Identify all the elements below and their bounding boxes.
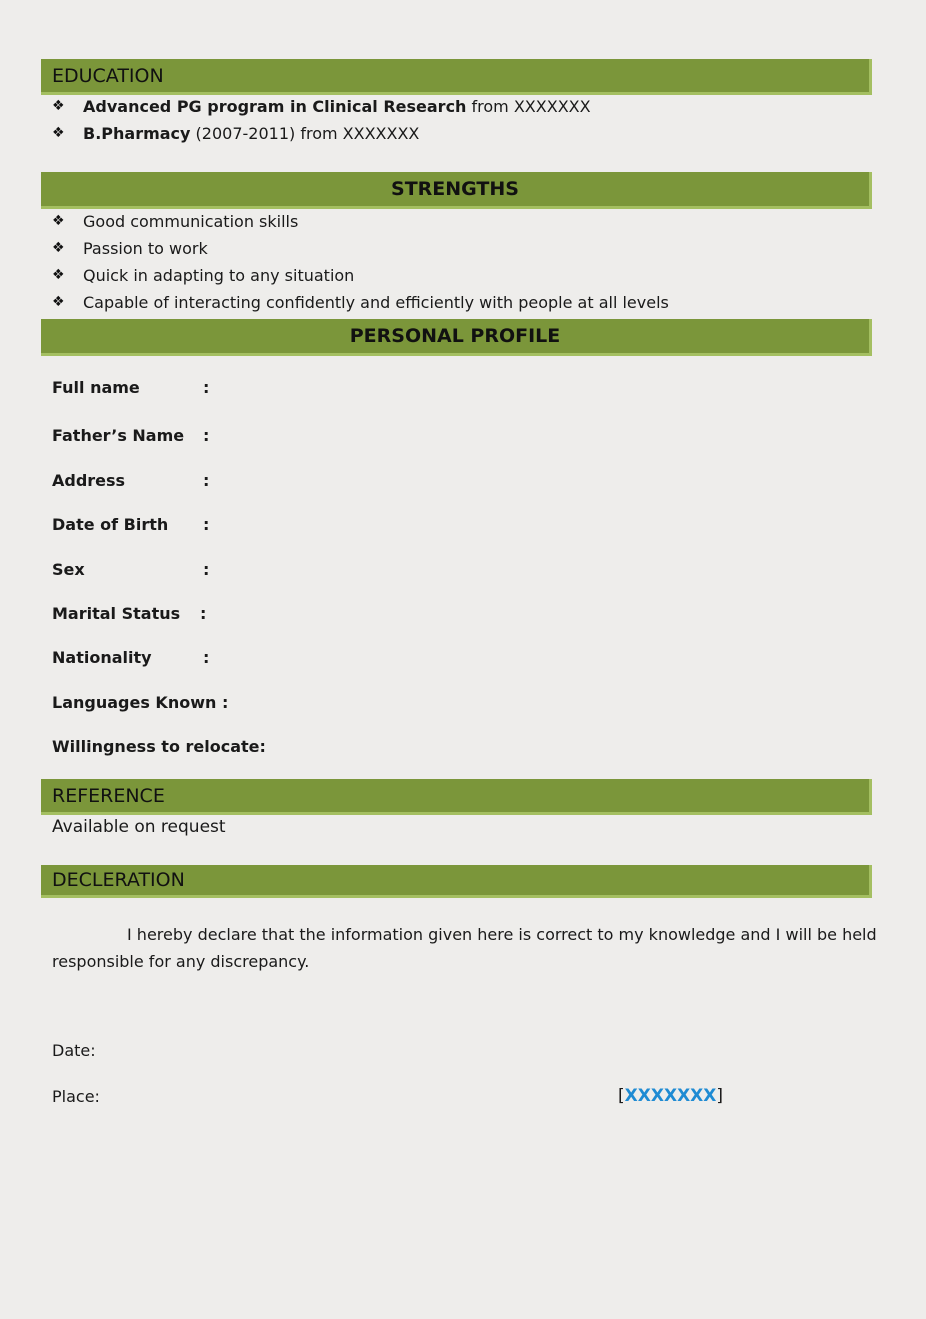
colon: :	[200, 604, 207, 623]
diamond-bullet-icon: ❖	[52, 213, 65, 229]
field-fathers-name: Father’s Name	[52, 426, 185, 445]
education-item: ❖ Advanced PG program in Clinical Research from XXXXXXX	[52, 93, 591, 120]
strength-item: ❖ Quick in adapting to any situation	[52, 262, 669, 289]
declaration-line-1: I hereby declare that the information given here is correct to my knowledge and I will be held	[127, 925, 877, 944]
diamond-bullet-icon: ❖	[52, 240, 65, 256]
declaration-line-2: responsible for any discrepancy.	[52, 952, 310, 971]
colon: :	[203, 471, 210, 490]
strengths-list	[52, 208, 669, 316]
colon: :	[203, 515, 210, 534]
diamond-bullet-icon: ❖	[52, 125, 65, 141]
diamond-bullet-icon: ❖	[52, 294, 65, 310]
declaration-title: DECLERATION	[52, 869, 185, 891]
place-label: Place:	[52, 1087, 100, 1106]
name-placeholder: XXXXXXX	[624, 1086, 717, 1106]
diamond-bullet-icon: ❖	[52, 98, 65, 114]
field-nationality: Nationality	[52, 648, 152, 667]
education-heading	[41, 59, 872, 95]
field-address: Address	[52, 471, 126, 490]
personal-profile-heading	[41, 319, 872, 356]
colon: :	[203, 560, 210, 579]
field-languages-known: Languages Known :	[52, 693, 229, 712]
reference-heading	[41, 779, 872, 815]
declaration-heading	[41, 865, 872, 898]
field-willingness-to-relocate: Willingness to relocate:	[52, 737, 266, 756]
strength-item: ❖ Passion to work	[52, 235, 669, 262]
date-label: Date:	[52, 1041, 96, 1060]
strengths-heading	[41, 172, 872, 209]
field-full-name: Full name	[52, 378, 140, 397]
colon: :	[203, 378, 210, 397]
diamond-bullet-icon: ❖	[52, 267, 65, 283]
colon: :	[203, 648, 210, 667]
signature-name: [XXXXXXX]	[618, 1086, 724, 1106]
strengths-title: STRENGTHS	[391, 178, 519, 200]
reference-text: Available on request	[52, 817, 226, 837]
strength-item: ❖ Good communication skills	[52, 208, 669, 235]
personal-profile-title: PERSONAL PROFILE	[349, 325, 561, 347]
field-sex: Sex	[52, 560, 85, 579]
strength-item: ❖ Capable of interacting confidently and efficiently with people at all levels	[52, 289, 669, 316]
education-list	[52, 93, 591, 147]
education-title: EDUCATION	[52, 64, 164, 87]
colon: :	[203, 426, 210, 445]
education-item: ❖ B.Pharmacy (2007-2011) from XXXXXXX	[52, 120, 591, 147]
reference-title: REFERENCE	[52, 784, 165, 807]
field-date-of-birth: Date of Birth	[52, 515, 169, 534]
field-marital-status: Marital Status	[52, 604, 181, 623]
